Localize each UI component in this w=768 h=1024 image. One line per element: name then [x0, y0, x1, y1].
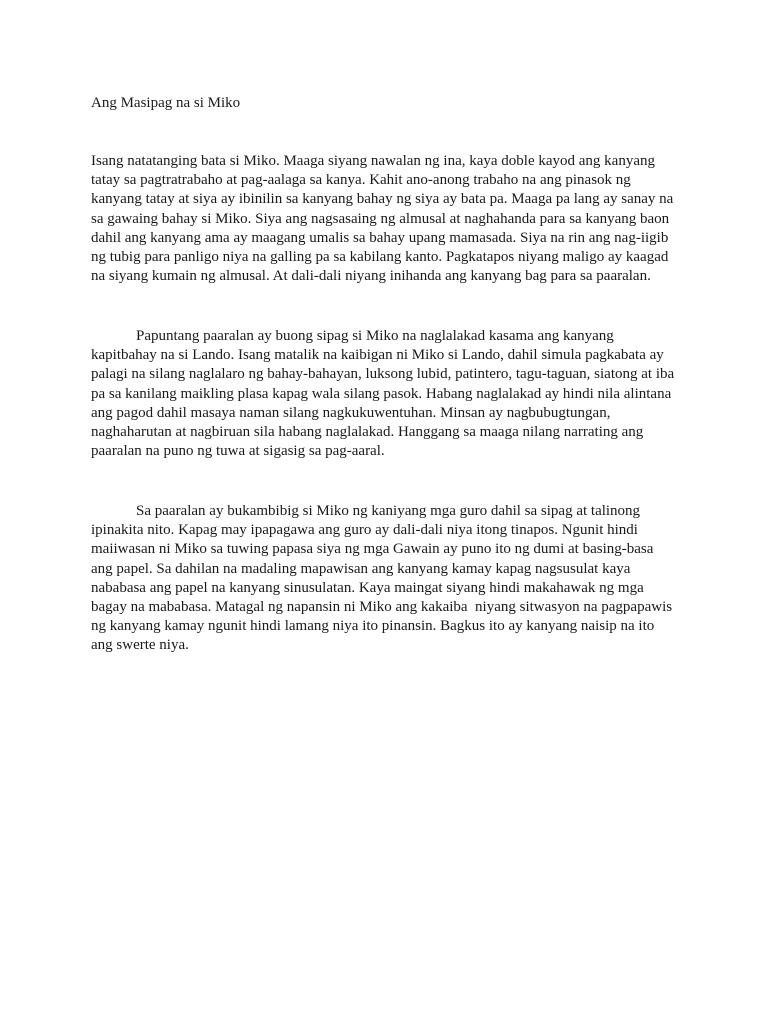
document-title: Ang Masipag na si Miko	[91, 95, 241, 111]
paragraph-1-line-5: dahil ang kanyang ama ay maagang umalis sa bahay upang mamasada. Siya na rin ang nag-iigib	[91, 229, 669, 246]
paragraph-1-line-7: na siyang kumain ng almusal. At dali-dali niyang inihanda ang kanyang bag para sa paaralan.	[91, 268, 651, 285]
paragraph-1	[91, 152, 691, 286]
paragraph-2-line-2: kapitbahay na si Lando. Isang matalik na kaibigan ni Miko si Lando, dahil simula pagkabata ay	[91, 347, 664, 364]
paragraph-3-line-4: ang papel. Sa dahilan na madaling mapawisan ang kanyang kamay kapag nagsusulat kaya	[91, 560, 631, 577]
paragraph-2-line-6: naghaharutan at nagbiruan sila habang naglalakad. Hanggang sa maaga nilang narrating ang	[91, 424, 644, 441]
paragraph-1-line-1: Isang natatanging bata si Miko. Maaga siyang nawalan ng ina, kaya doble kayod ang kanyang	[91, 153, 656, 169]
paragraph-2-line-5: ang pagod dahil masaya naman silang nagkukuwentuhan. Minsan ay nagbubugtungan,	[91, 404, 611, 421]
paragraph-3-line-6: bagay na mababasa. Matagal ng napansin ni Miko ang kakaiba niyang sitwasyon na pagpapawis	[91, 599, 673, 616]
paragraph-2	[91, 327, 691, 461]
paragraph-3-line-2: ipinakita nito. Kapag may ipapagawa ang guro ay dali-dali niya itong tinapos. Ngunit hindi	[91, 522, 638, 539]
paragraph-3-line-1: Sa paaralan ay bukambibig si Miko ng kaniyang mga guro dahil sa sipag at talinong	[91, 503, 641, 519]
paragraph-2-line-1: Papuntang paaralan ay buong sipag si Miko na naglalakad kasama ang kanyang	[91, 328, 614, 344]
paragraph-1-line-3: kanyang tatay at siya ay ibinilin sa kanyang bahay ng siya ay bata pa. Maaga pa lang ay sanay na	[91, 191, 674, 208]
paragraph-3-line-7: ng kanyang kamay ngunit hindi lamang niya ito pinansin. Bagkus ito ay kanyang naisip na ito	[91, 618, 655, 635]
paragraph-3-line-8: ang swerte niya.	[91, 637, 189, 654]
paragraph-1-line-2: tatay sa pagtratrabaho at pag-aalaga sa kanya. Kahit ano-anong trabaho na ang pinasok ng	[91, 172, 631, 189]
paragraph-2-line-4: pa sa kanilang maikling plasa kapag wala silang pasok. Habang naglalakad ay hindi nila alintana	[91, 385, 672, 402]
paragraph-1-line-6: ng tubig para panligo niya na galling pa sa kabilang kanto. Pagkatapos niyang maligo ay kaagad	[91, 249, 669, 266]
paragraph-3-line-3: maiiwasan ni Miko sa tuwing papasa siya ng mga Gawain ay puno ito ng dumi at basing-basa	[91, 541, 654, 558]
paragraph-2-line-7: paaralan na puno ng tuwa at sigasig sa pag-aaral.	[91, 443, 385, 460]
paragraph-1-line-4: sa gawaing bahay si Miko. Siya ang nagsasaing ng almusal at naghahanda para sa kanyang baon	[91, 210, 670, 227]
paragraph-2-line-3: palagi na silang naglalaro ng bahay-bahayan, luksong lubid, patintero, tagu-taguan, siatong at iba	[91, 366, 675, 383]
paragraph-3	[91, 502, 691, 656]
paragraph-3-line-5: nababasa ang papel na kanyang sinusulatan. Kaya maingat siyang hindi makahawak ng mga	[91, 579, 644, 596]
